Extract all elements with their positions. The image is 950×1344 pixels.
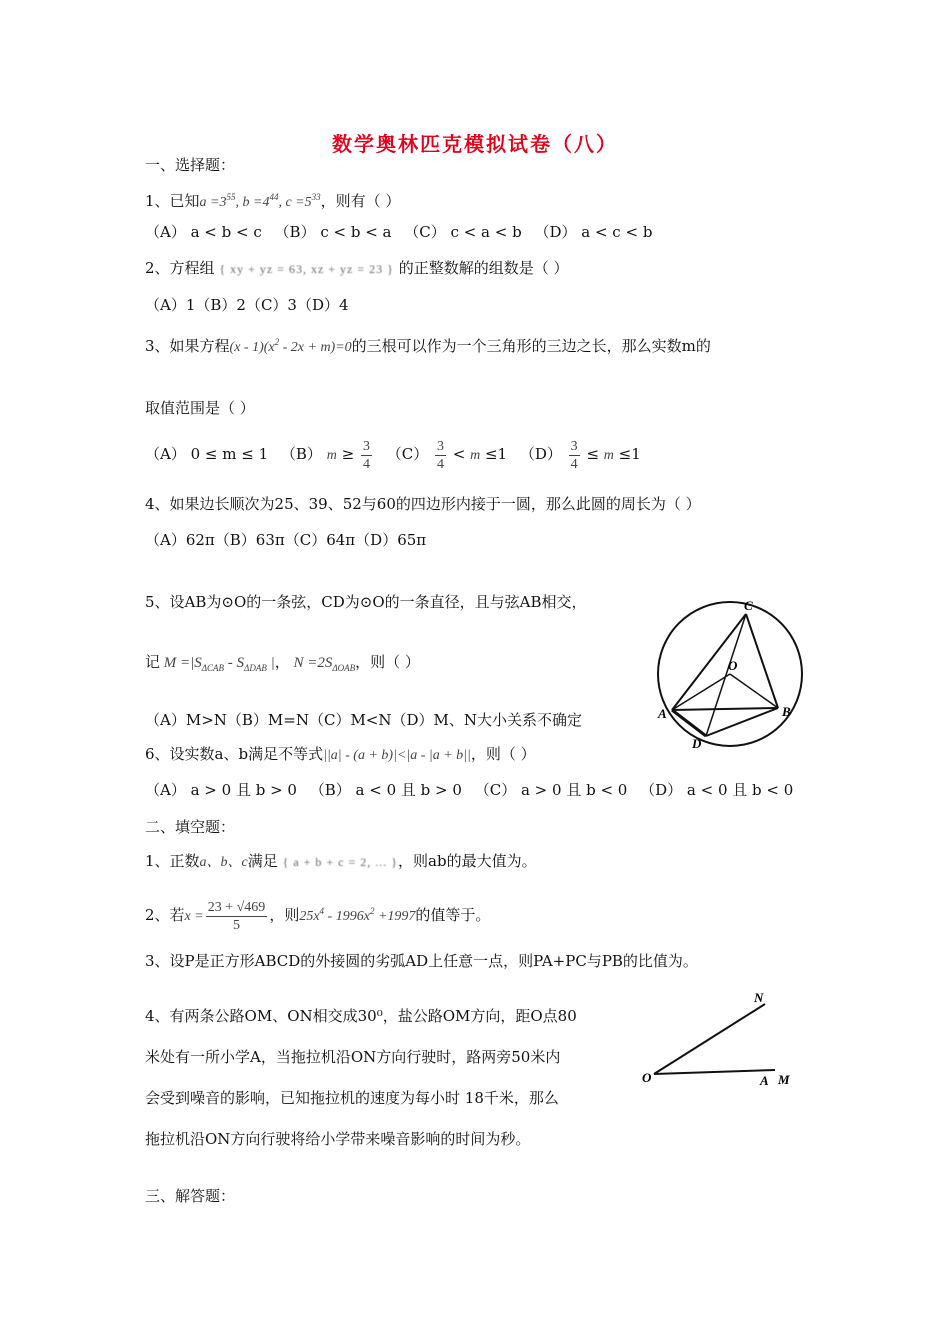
option-c: （C） c < a < b: [404, 223, 522, 241]
page-title: 数学奥林匹克模拟试卷（八）: [332, 132, 618, 156]
option-a: （A） 0 ≤ m ≤ 1: [145, 445, 269, 463]
question-3-line-2: 取值范围是（ ）: [145, 399, 255, 417]
fill-3: 3、设P是正方形ABCD的外接圆的劣弧AD上任意一点，则PA+PC与PB的比值为。: [145, 952, 698, 970]
question-3-prefix: 3、如果方程: [145, 337, 230, 355]
fill-4-line-1: 4、有两条公路OM、ON相交成30⁰，盐公路OM方向，距O点80: [145, 1007, 577, 1025]
option-d: （D） a < 0 且 b < 0: [640, 781, 794, 799]
fill-1: 1、正数a、b、c满足 { a + b + c = 2, ... }，则ab的最大值为。: [145, 852, 537, 870]
question-5-definition: 记 $M =|S_{\Delta CAB} - S_{\Delta DAB}$ |， $N =2S_{\Delta OAB}$，则（ ）: [145, 653, 420, 673]
label-o: O: [642, 1070, 652, 1085]
question-4: 4、如果边长顺次为25、39、52与60的四边形内接于一圆，那么此圆的周长为（ ）: [145, 495, 701, 513]
section-1-heading: 一、选择题：: [145, 156, 236, 174]
question-5: 5、设AB为⊙O的一条弦，CD为⊙O的一条直径，且与弦AB相交，: [145, 593, 587, 611]
label-d: D: [692, 736, 702, 750]
question-2-options: （A）1（B）2（C）3（D）4: [145, 296, 349, 314]
option-b: （B） a < 0 且 b > 0: [309, 781, 462, 799]
question-3-suffix: 的三根可以作为一个三角形的三边之长，那么实数m的: [351, 337, 711, 355]
question-5-options: （A）M>N（B）M=N（C）M<N（D）M、N大小关系不确定: [145, 711, 583, 729]
fill-4-line-4: 拖拉机沿ON方向行驶将给小学带来噪音影响的时间为秒。: [145, 1130, 531, 1148]
section-2-heading: 二、填空题：: [145, 818, 236, 836]
question-2-prefix: 2、方程组: [145, 259, 215, 277]
option-a: （A） a < b < c: [145, 223, 262, 241]
question-6: 6、设实数a、b满足不等式||a| - (a + b)|<|a - |a + b||，则（ ）: [145, 745, 536, 763]
fill-4-line-2: 米处有一所小学A，当拖拉机沿ON方向行驶时，路两旁50米内: [145, 1048, 561, 1066]
label-a: A: [760, 1073, 769, 1088]
label-m: M: [778, 1072, 790, 1087]
question-2-suffix: 的正整数解的组数是（ ）: [398, 259, 569, 277]
circle-figure: [650, 598, 810, 750]
question-3: [145, 332, 711, 358]
fill-4-line-3: 会受到噪音的影响，已知拖拉机的速度为每小时 18千米，那么: [145, 1089, 559, 1107]
label-o: O: [728, 658, 738, 673]
question-6-options: [145, 780, 801, 800]
question-2: [145, 258, 568, 279]
question-1-condition: $a =3^{55}$, $b =4^{44}$, $c =5^{33}$: [199, 192, 321, 210]
equation-system: { a + b + c = 2, ... }: [282, 855, 399, 869]
question-1-options: [145, 222, 660, 242]
label-a: A: [658, 706, 667, 721]
question-1: [145, 187, 400, 213]
question-4-options: （A）62π（B）63π（C）64π（D）65π: [145, 531, 427, 549]
option-b: （B） m ≥ $\frac{3}{4}$: [280, 438, 370, 472]
question-3-options: [145, 436, 649, 474]
question-1-suffix: ，则有（ ）: [320, 192, 401, 210]
label-b: B: [782, 704, 791, 719]
label-n: N: [754, 990, 764, 1005]
label-c: C: [744, 598, 753, 613]
section-3-heading: 三、解答题：: [145, 1187, 236, 1205]
question-1-prefix: 1、已知: [145, 192, 200, 210]
fill-2: 2、若x = $\frac{23 + √469}{5}$ ，则$25x^4 - 1996x^2 +1997$的值等于。: [145, 899, 491, 933]
option-c: （C） a > 0 且 b < 0: [474, 781, 628, 799]
option-b: （B） c < b < a: [274, 223, 392, 241]
option-d: （D） a < c < b: [534, 223, 653, 241]
roads-figure: [640, 990, 800, 1090]
question-3-equation: $(x - 1)(x^2 - 2x + m)=0$: [229, 337, 352, 355]
equation-system: { xy + yz = 63, xz + yz = 23 }: [219, 262, 394, 276]
option-c: （C） $\frac{3}{4}$ < m ≤1: [386, 438, 508, 472]
option-d: （D） $\frac{3}{4}$ ≤ m ≤1: [519, 438, 641, 472]
option-a: （A） a > 0 且 b > 0: [145, 781, 297, 799]
